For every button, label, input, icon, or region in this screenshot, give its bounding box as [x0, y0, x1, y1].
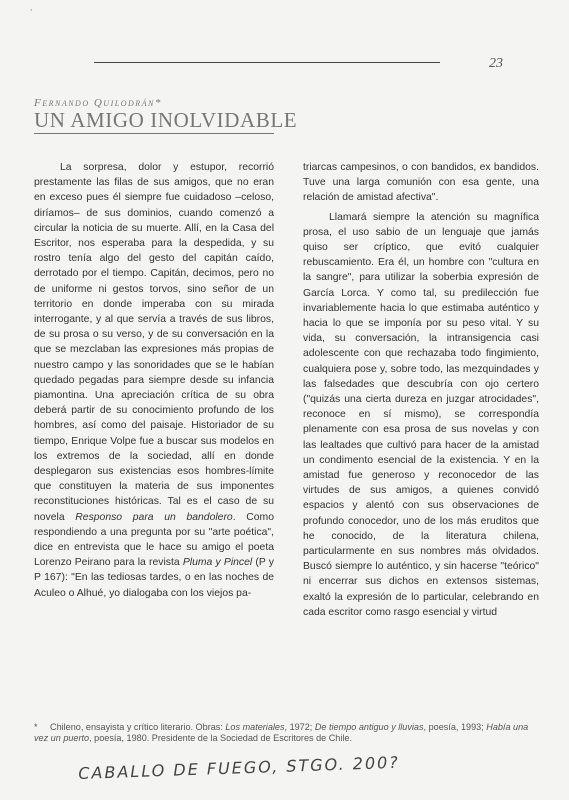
body-column-right: [303, 160, 539, 620]
paragraph-1-text-b: . Como respondiendo a una pregunta por su "arte poética", dice en entrevista que le hace su amigo el poeta Lorenzo Peirano para la revista: [34, 511, 274, 569]
article-title: UN AMIGO INOLVIDABLE: [34, 108, 298, 132]
magazine-title: Pluma y Pincel: [182, 557, 253, 569]
footnote-marker: *: [34, 722, 38, 732]
paragraph-1-text-c: (P y P 167): "En las tediosas tardes, o en las noches de Aculeo o Alhué, yo dialogaba con los viejos pa-: [34, 557, 274, 599]
title-underline: [34, 133, 274, 134]
handwritten-annotation: CABALLO DE FUEGO, STGO. 200?: [78, 752, 401, 783]
paragraph-2: Llamará siempre la atención su magnífica prosa, el uso sabio de un lenguaje que jamás quiso ser críptico, que evitó cualquier rebuscamiento. Era él, un hombre con "cultura en la sangre", para utilizar la soberbia expresión de García Lorca. Y como tal, su predilección fue invariablemente hacia lo que estimaba auténtico y hacia lo que se imponía por su peso vital. Y su vida, su conversación, la intransigencia casi adolescente con que rechazaba todo fingimiento, cualquiera pose y, sobre todo, las mezquindades y las falsedades que descubría con ojo certero ("quizás una cierta dureza en juzgar atrocidades", reconoce en sí mismo), se correspondía plenamente con esa prosa de sus novelas y con las lealtades que cultivó para hacer de la amistad un condimento esencial de la existencia. Y en la amistad fue generoso y reconocedor de las virtudes de sus amigos, a quienes convidó espacios y alentó con sus observaciones de profundo conocedor, uno de los más eruditos que he conocido, de la literatura chilena, particularmente en sus nombres más olvidados. Buscó siempre lo auténtico, y sin hacerse "teórico" ni encerrar sus dichos en extensos sistemas, exaltó la expresión de lo particular, celebrando en cada escritor como rasgo esencial y virtud: [303, 211, 539, 618]
footnote-work-3: Había una vez un puerto: [34, 722, 529, 744]
paragraph-1-text-a: La sorpresa, dolor y estupor, recorrió prestamente las filas de sus amigos, que no eran en exceso pues él siempre fue cuidadoso –celoso, diríamos– de sus dominios, cuando comenzó a circular la noticia de su muerte. Allí, en la Casa del Escritor, nos esperaba para la despedida, y su rostro tenía algo del gesto del capitán caído, derrotado por el tiempo. Capitán, decimos, pero no de uniforme ni gestos torvos, sino señor de un territorio en donde imperaba con su mirada interrogante, y al que servía a través de sus libros, de su prosa o su verso, y de su conversación en la que se mezclaban las expresiones más propias de nuestro campo y las sonoridades que se le habían quedado pegadas para siempre desde su infancia piamontina. Una apreciación crítica de su obra deberá partir de su conocimiento profundo de los hombres, así como del paisaje. Historiador de su tiempo, Enrique Volpe fue a buscar sus modelos en los extremos de la sociedad, allí en donde desplegaron sus existencias esos hombres-límite que constituyen la materia de sus imponentes reconstituciones históricas. Tal es el caso de su novela: [34, 162, 274, 523]
article-author: Fernando Quilodrán*: [34, 97, 162, 109]
footnote-work-2: De tiempo antiguo y lluvias: [314, 722, 424, 732]
novel-title: Responso para un bandolero: [75, 511, 233, 523]
corner-mark: ’: [30, 8, 33, 19]
footnote: [34, 722, 539, 745]
paragraph-1-continued: triarcas campesinos, o con bandidos, ex bandidos. Tuve una larga comunión con esa gente, una relación de amistad afectiva".: [303, 162, 539, 204]
footnote-work-1: Los materiales: [225, 722, 285, 732]
footnote-text-d: , poesía, 1980. Presidente de la Sociedad de Escritores de Chile.: [89, 733, 352, 744]
header-rule: [94, 62, 440, 63]
page-number: 23: [489, 56, 503, 71]
paragraph-1: [34, 160, 274, 601]
footnote-text-b: , 1972;: [284, 722, 315, 732]
footnote-text-a: Chileno, ensayista y crítico literario. Obras:: [50, 722, 226, 732]
footnote-text-c: , poesía, 1993;: [423, 722, 487, 732]
body-column-left: [34, 160, 274, 601]
